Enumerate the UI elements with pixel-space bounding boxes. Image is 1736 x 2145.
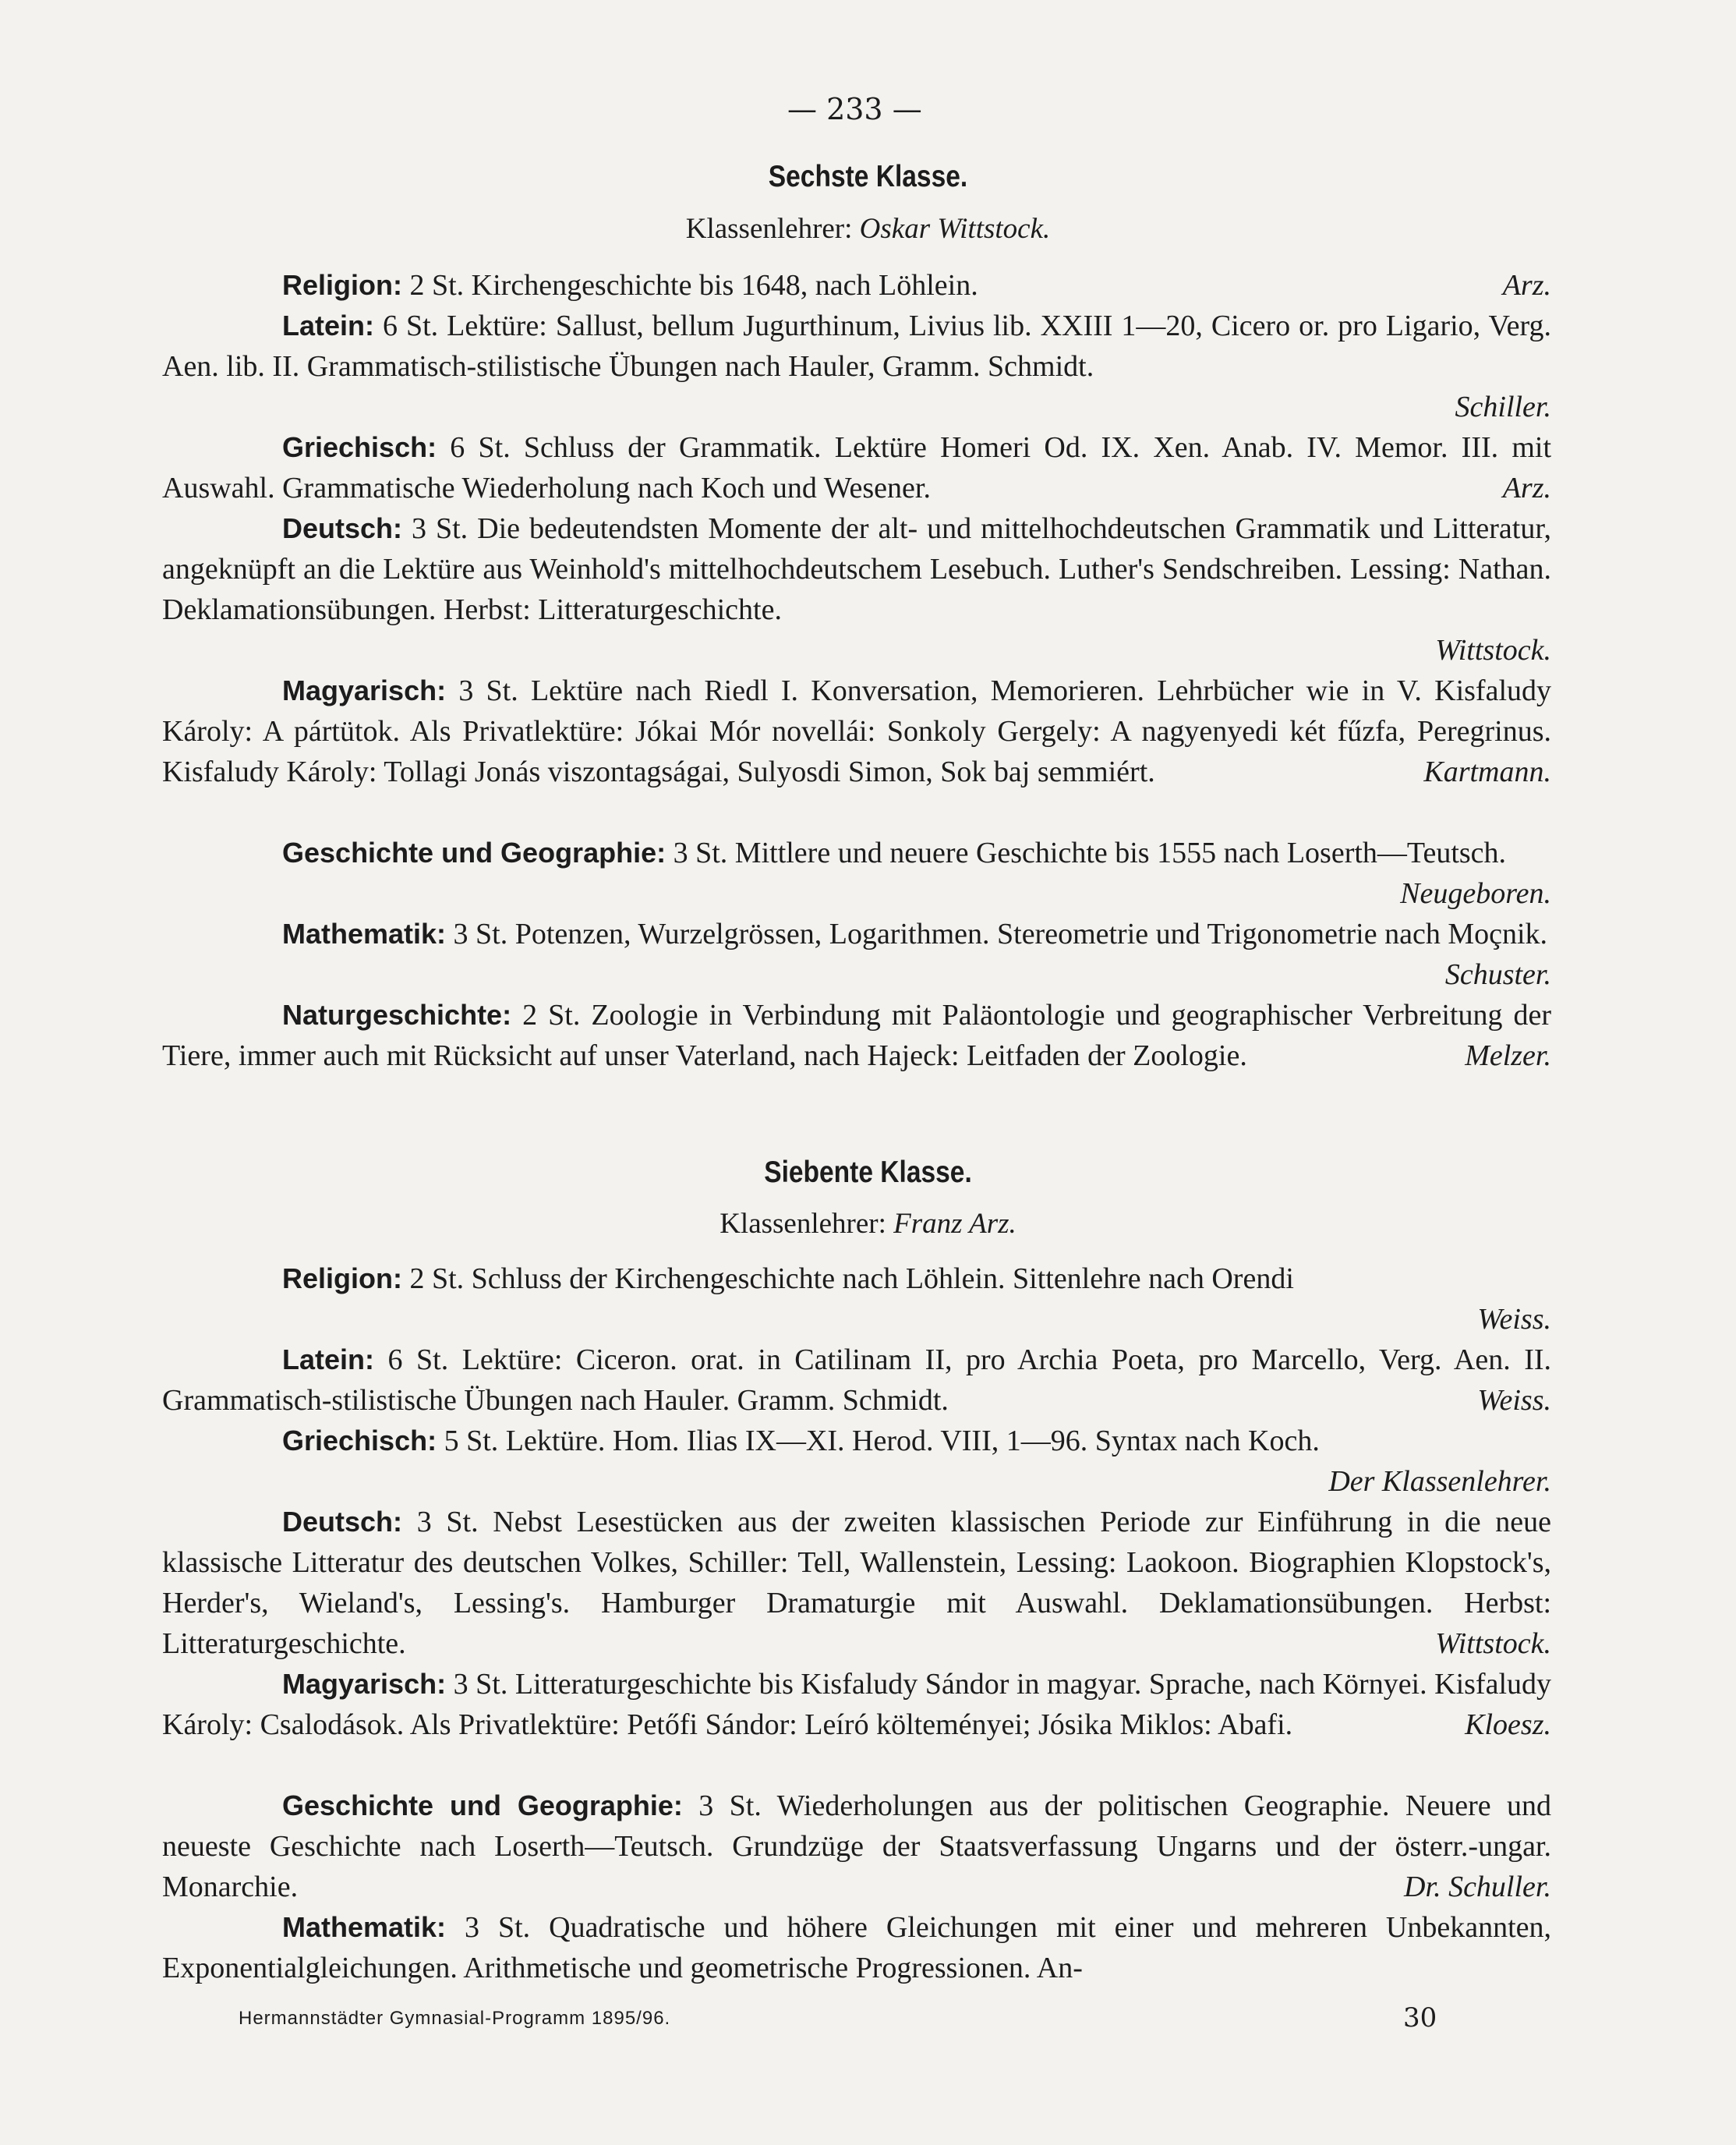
subject-teacher: Weiss. <box>1477 1384 1551 1417</box>
subject-name: Naturgeschichte: <box>282 999 512 1031</box>
subject-teacher: Dr. Schuller. <box>1404 1871 1551 1903</box>
subject-text: 2 St. Zoologie in Verbindung mit Paläontologie und geographischer Verbreitung der Tiere, immer auch mit Rücksicht auf unser Vaterland, nach Hajeck: Leitfaden der Zoologie. <box>162 999 1552 1072</box>
subject-entry-mathematik-7 <box>162 1907 1551 1988</box>
footer-publication: Hermannstädter Gymnasial-Programm 1895/96. <box>239 2008 671 2029</box>
subject-teacher: Arz. <box>1502 269 1551 302</box>
subject-name: Geschichte und Geographie: <box>282 1789 683 1821</box>
subject-entry-magyarisch-6 <box>162 671 1551 792</box>
class-teacher-line-class7 <box>0 1207 1736 1241</box>
subject-entry-deutsch-7 <box>162 1502 1551 1664</box>
subject-name: Magyarisch: <box>282 1668 447 1700</box>
class-teacher-label: Klassenlehrer: <box>720 1208 886 1240</box>
class-teacher-name: Oskar Wittstock. <box>859 213 1051 245</box>
subject-teacher: Wittstock. <box>1435 1627 1551 1660</box>
class-teacher-name: Franz Arz. <box>893 1208 1016 1240</box>
subject-text: 2 St. Kirchengeschichte bis 1648, nach Löhlein. <box>409 269 978 302</box>
subject-name: Deutsch: <box>282 512 403 544</box>
subject-name: Mathematik: <box>282 1911 447 1943</box>
subject-teacher: Arz. <box>1502 472 1551 504</box>
section-heading-class6: Sechste Klasse. <box>768 160 968 193</box>
subject-teacher: Kloesz. <box>1465 1708 1551 1741</box>
subject-text: 6 St. Schluss der Grammatik. Lektüre Homeri Od. IX. Xen. Anab. IV. Memor. III. mit Auswahl. Grammatische Wiederholung nach Koch und Wesener. <box>162 431 1552 504</box>
subject-text: 6 St. Lektüre: Sallust, bellum Jugurthinum, Livius lib. XXIII 1—20, Cicero or. pro Ligario, Verg. Aen. lib. II. Grammatisch-stilistische Übungen nach Hauler, Gramm. Schmidt. <box>162 310 1552 383</box>
subject-entry-mathematik-6 <box>162 914 1551 995</box>
subject-teacher: Weiss. <box>1477 1303 1551 1336</box>
page-number: — 233 — <box>787 92 922 126</box>
subject-text: 3 St. Litteraturgeschichte bis Kisfaludy Sándor in magyar. Sprache, nach Környei. Kisfaludy Károly: Csalodások. Als Privatlektüre: Petőfi Sándor: Leíró költeményei; Jósika Miklos: Abafi. <box>162 1668 1552 1741</box>
subject-text: 3 St. Potenzen, Wurzelgrössen, Logarithmen. Stereometrie und Trigonometrie nach Moçnik. <box>453 918 1548 950</box>
subject-teacher: Der Klassenlehrer. <box>1328 1465 1551 1498</box>
subject-name: Griechisch: <box>282 431 437 463</box>
subject-entry-griechisch-7 <box>162 1421 1551 1502</box>
subject-entry-geschichte-7 <box>162 1786 1551 1907</box>
subject-text: 3 St. Lektüre nach Riedl I. Konversation, Memorieren. Lehrbücher wie in V. Kisfaludy Károly: A pártütok. Als Privatlektüre: Jókai Mór novellái: Sonkoly Gergely: A nagyenyedi két fűzfa, Peregrinus. Kisfaludy Károly: Tollagi Jonás viszontagságai, Sulyosdi Simon, Sok baj semmiért. <box>162 674 1551 788</box>
subject-teacher: Wittstock. <box>1435 634 1551 667</box>
subject-entry-religion-7 <box>162 1258 1551 1340</box>
subject-entry-griechisch-6 <box>162 427 1551 508</box>
class-teacher-line-class6 <box>0 212 1736 246</box>
footer-sheet-number: 30 <box>1403 2002 1437 2034</box>
subject-entry-geschichte-6 <box>162 833 1551 914</box>
subject-name: Religion: <box>282 269 402 301</box>
subject-teacher: Melzer. <box>1465 1039 1551 1072</box>
subject-text: 3 St. Mittlere und neuere Geschichte bis 1555 nach Loserth—Teutsch. <box>673 837 1507 869</box>
subject-teacher: Neugeboren. <box>1400 877 1551 910</box>
subject-entry-latein-6 <box>162 306 1551 427</box>
subject-name: Religion: <box>282 1262 402 1294</box>
subject-text: 6 St. Lektüre: Ciceron. orat. in Catilinam II, pro Archia Poeta, pro Marcello, Verg. Aen. II. Grammatisch-stilistische Übungen nach Hauler. Gramm. Schmidt. <box>162 1343 1551 1417</box>
subject-teacher: Schuster. <box>1444 958 1551 991</box>
subject-name: Magyarisch: <box>282 674 447 706</box>
subject-entry-deutsch-6 <box>162 508 1551 671</box>
subject-text: 3 St. Nebst Lesestücken aus der zweiten klassischen Periode zur Einführung in die neue klassische Litteratur des deutschen Volkes, Schiller: Tell, Wallenstein, Lessing: Laokoon. Biographien Klopstock's, Herder's, Wieland's, Lessing's. Hamburger Dramaturgie mit Auswahl. Deklamationsübungen. Herbst: Litteraturgeschichte. <box>162 1506 1551 1660</box>
subject-text: 5 St. Lektüre. Hom. Ilias IX—XI. Herod. VIII, 1—96. Syntax nach Koch. <box>444 1425 1320 1457</box>
subject-name: Latein: <box>282 1343 375 1375</box>
subject-text: 3 St. Die bedeutendsten Momente der alt- und mittelhochdeutschen Grammatik und Litteratur, angeknüpft an die Lektüre aus Weinhold's mittelhochdeutschem Lesebuch. Luther's Sendschreiben. Lessing: Nathan. Deklamationsübungen. Herbst: Litteraturgeschichte. <box>162 512 1551 626</box>
subject-text: 3 St. Quadratische und höhere Gleichungen mit einer und mehreren Unbekannten, Exponentialgleichungen. Arithmetische und geometrische Progressionen. An- <box>162 1911 1551 1984</box>
subject-text: 2 St. Schluss der Kirchengeschichte nach Löhlein. Sittenlehre nach Orendi <box>409 1262 1294 1295</box>
subject-name: Griechisch: <box>282 1425 437 1457</box>
subject-entry-latein-7 <box>162 1340 1551 1421</box>
subject-name: Mathematik: <box>282 918 447 950</box>
subject-name: Geschichte und Geographie: <box>282 837 666 869</box>
subject-teacher: Schiller. <box>1455 391 1551 423</box>
subject-entry-naturgeschichte-6 <box>162 995 1551 1076</box>
subject-entry-religion-6 <box>162 265 1551 306</box>
class-teacher-label: Klassenlehrer: <box>685 213 853 245</box>
subject-name: Deutsch: <box>282 1506 403 1538</box>
subject-text: 3 St. Wiederholungen aus der politischen Geographie. Neuere und neueste Geschichte nach Loserth—Teutsch. Grundzüge der Staatsverfassung Ungarns und der österr.-ungar. Monarchie. <box>162 1789 1552 1903</box>
subject-name: Latein: <box>282 310 375 342</box>
section-heading-class7: Siebente Klasse. <box>764 1156 972 1189</box>
subject-entry-magyarisch-7 <box>162 1664 1551 1745</box>
subject-teacher: Kartmann. <box>1423 756 1551 788</box>
